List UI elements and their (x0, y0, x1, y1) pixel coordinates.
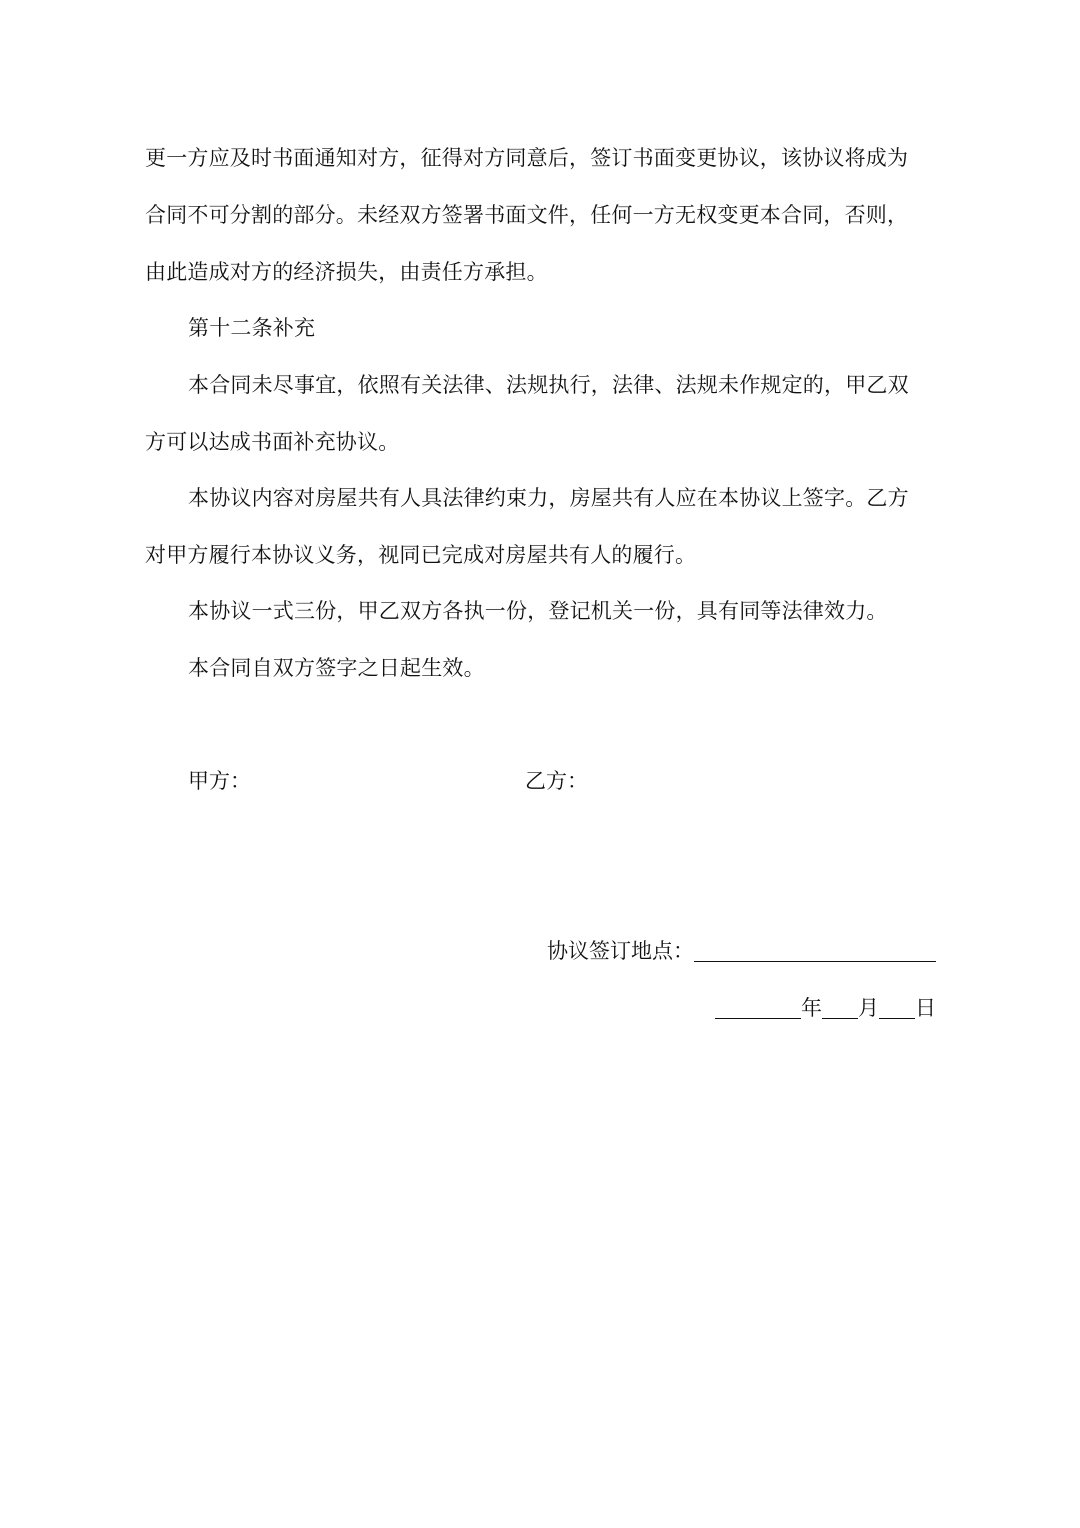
paragraph-line: 本合同自双方签字之日起生效。 (188, 656, 485, 680)
paragraph-line: 方可以达成书面补充协议。 (145, 430, 400, 454)
month-blank (822, 996, 858, 1019)
signing-place-blank (694, 939, 936, 962)
day-label: 日 (915, 996, 936, 1020)
year-label: 年 (801, 996, 822, 1020)
signing-date (715, 993, 936, 1023)
year-blank (715, 996, 801, 1019)
paragraph-line: 本合同未尽事宜，依照有关法律、法规执行，法律、法规未作规定的，甲乙双 (188, 373, 909, 397)
paragraph-line: 更一方应及时书面通知对方，征得对方同意后，签订书面变更协议，该协议将成为 (145, 146, 909, 170)
signing-place (547, 936, 936, 966)
article-heading: 第十二条补充 (188, 316, 316, 340)
month-label: 月 (858, 996, 879, 1020)
signing-place-label: 协议签订地点： (547, 939, 694, 963)
party-a-signature-label: 甲方： (188, 769, 251, 793)
paragraph-line: 合同不可分割的部分。未经双方签署书面文件，任何一方无权变更本合同，否则， (145, 203, 909, 227)
paragraph-line: 对甲方履行本协议义务，视同已完成对房屋共有人的履行。 (145, 543, 697, 567)
party-b-signature-label: 乙方： (525, 769, 588, 793)
paragraph-line: 本协议一式三份，甲乙双方各执一份，登记机关一份，具有同等法律效力。 (188, 599, 888, 623)
paragraph-line: 本协议内容对房屋共有人具法律约束力，房屋共有人应在本协议上签字。乙方 (188, 486, 909, 510)
paragraph-line: 由此造成对方的经济损失，由责任方承担。 (145, 260, 548, 284)
day-blank (879, 996, 915, 1019)
